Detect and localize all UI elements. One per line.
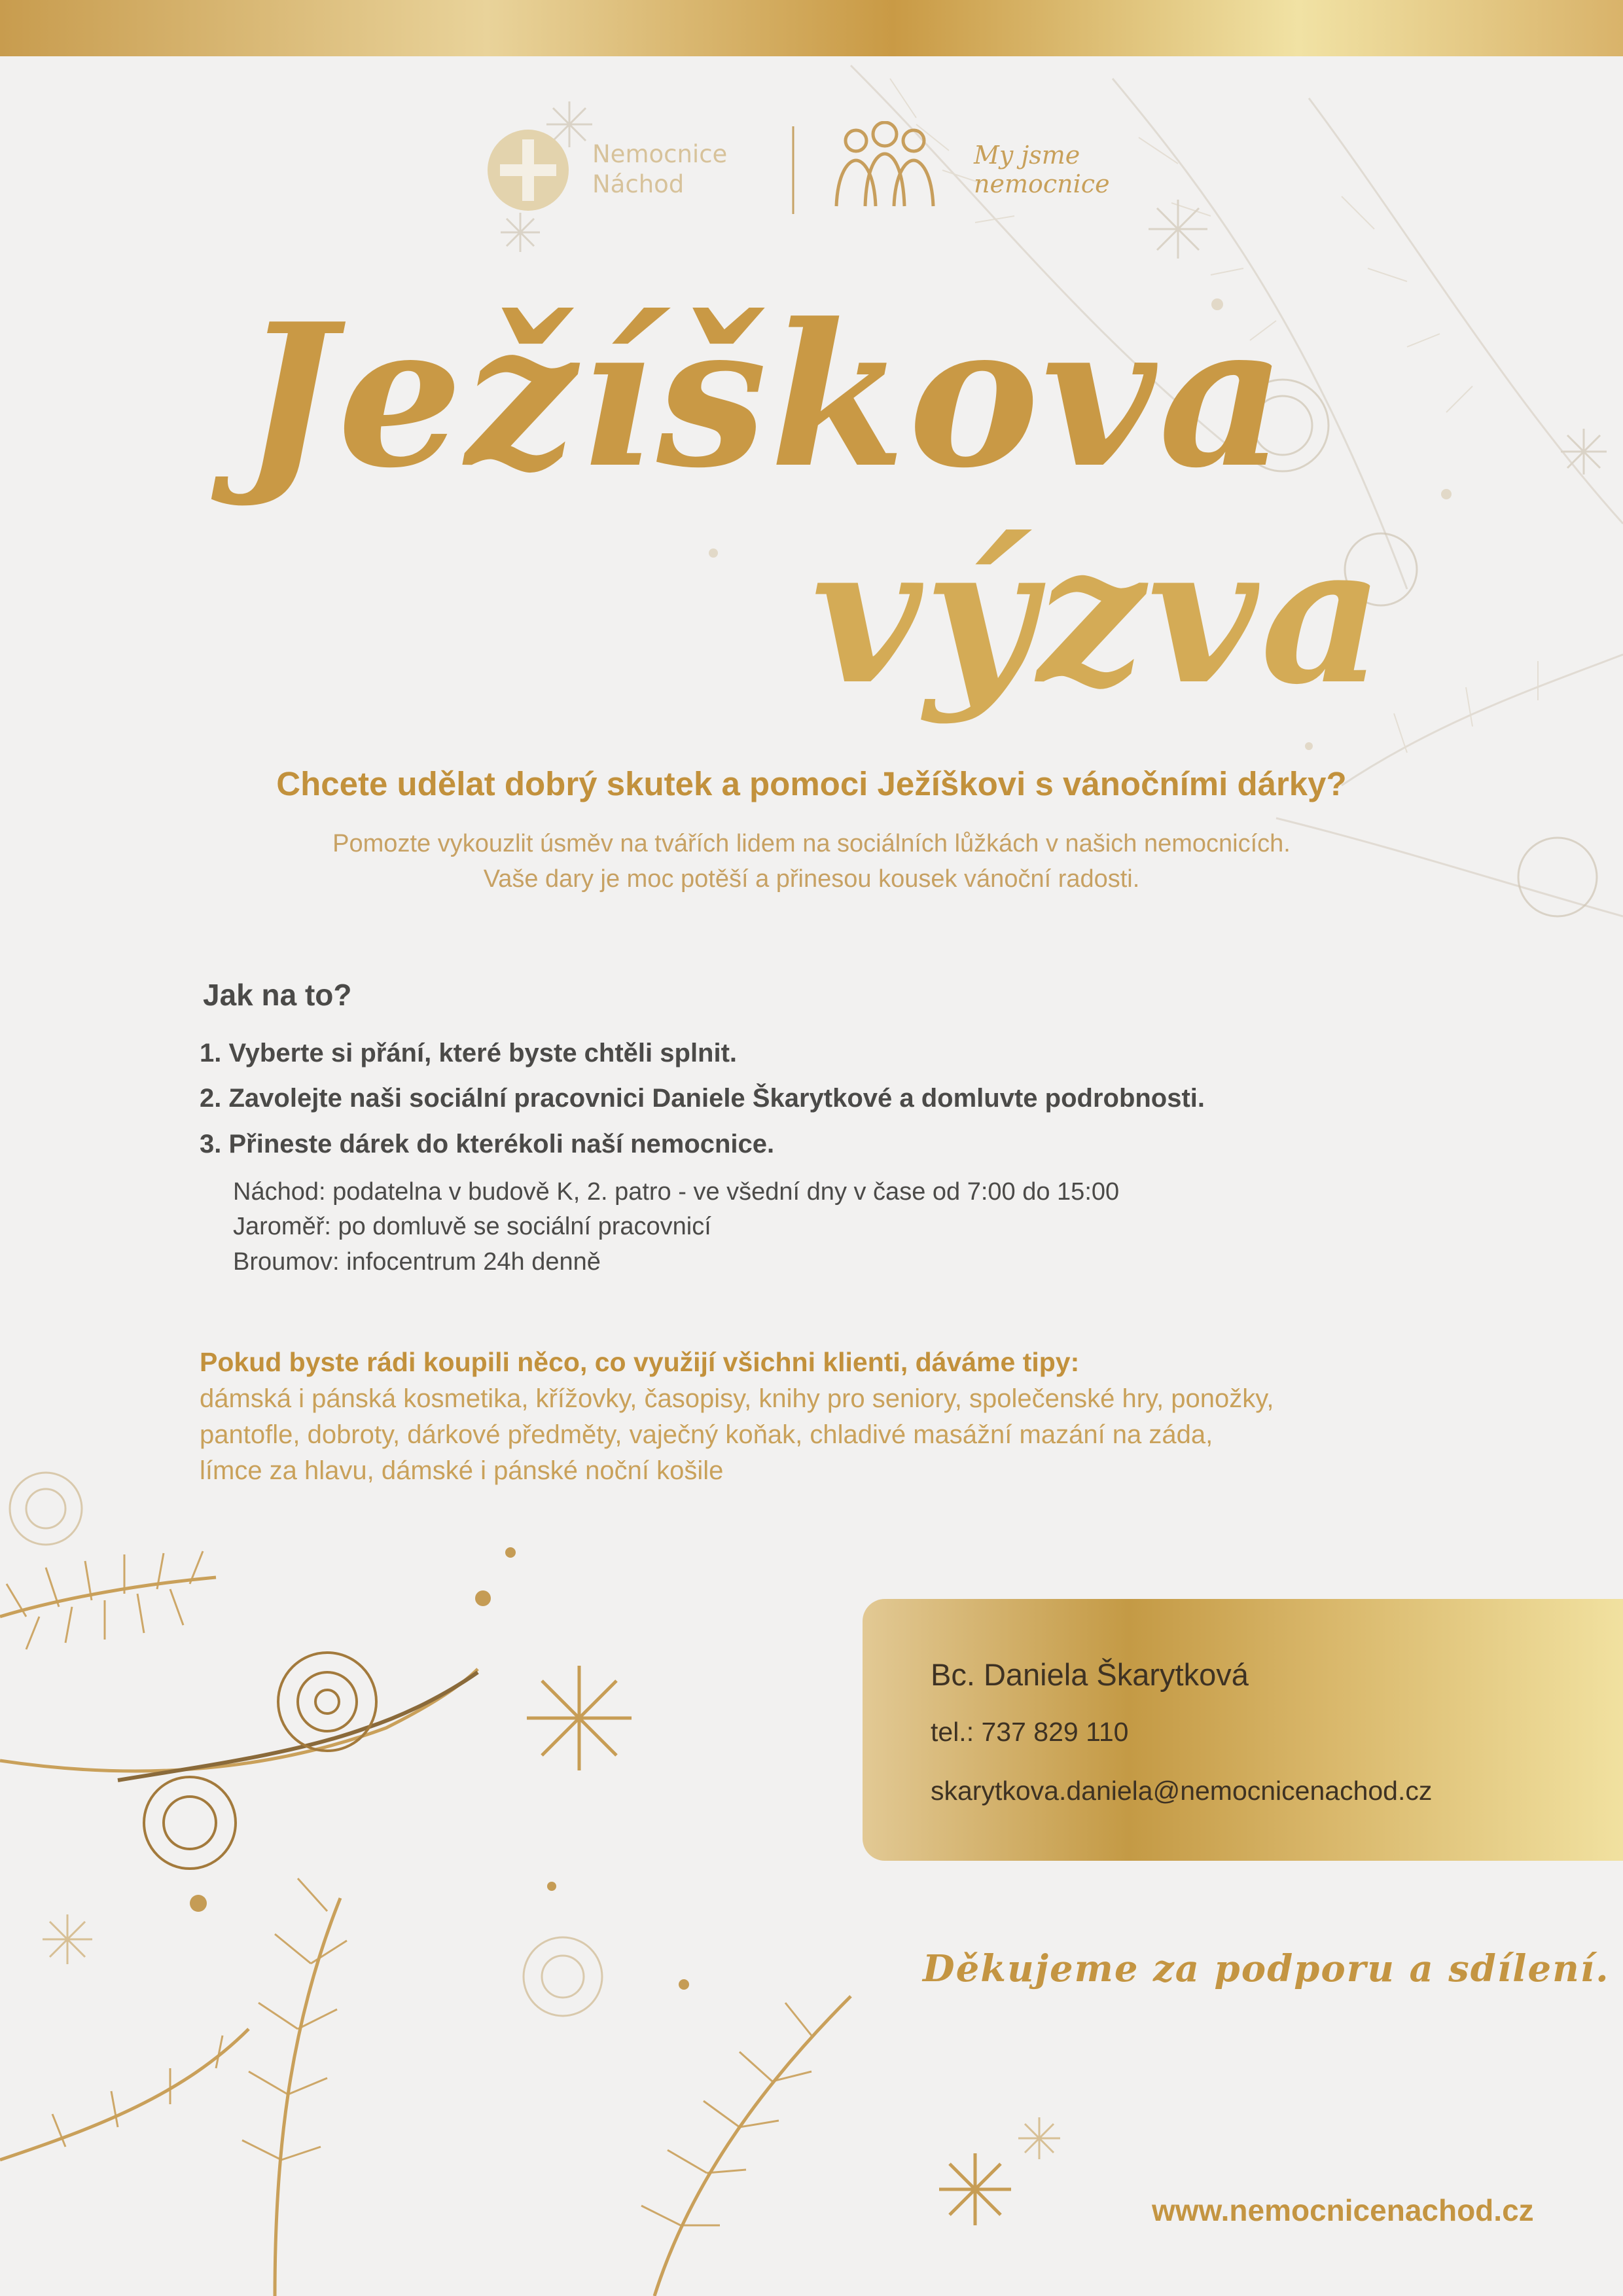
howto-step: 2. Zavolejte naši sociální pracovnici Daniele Škarytkové a domluvte podrobnosti.: [200, 1084, 1205, 1113]
tips-line: dámská i pánská kosmetika, křížovky, časopisy, knihy pro seniory, společenské hry, ponožky,: [200, 1384, 1274, 1413]
tips-line: límce za hlavu, dámské i pánské noční košile: [200, 1456, 724, 1485]
contact-card: [863, 1599, 1623, 1861]
howto-step: 3. Přineste dárek do kterékoli naší nemocnice.: [200, 1130, 775, 1158]
logos: [484, 121, 1152, 219]
howto-heading: Jak na to?: [203, 978, 352, 1012]
tips-line: pantofle, dobroty, dárkové předměty, vaječný koňak, chladivé masážní mazání na záda,: [200, 1420, 1213, 1449]
hospital-name-line1: Nemocnice: [592, 140, 728, 168]
intro-line1: Pomozte vykouzlit úsměv na tvářích lidem na sociálních lůžkách v našich nemocnicích.: [332, 830, 1291, 857]
contact-name: Bc. Daniela Škarytková: [931, 1657, 1249, 1692]
contact-phone[interactable]: tel.: 737 829 110: [931, 1717, 1129, 1747]
intro-headline: Chcete udělat dobrý skutek a pomoci Ježíškovi s vánočními dárky?: [276, 765, 1347, 802]
thanks-text: Děkujeme za podporu a sdílení.: [923, 1947, 1610, 1990]
dropoff-place: Náchod: podatelna v budově K, 2. patro - ve všední dny v čase od 7:00 do 15:00: [233, 1178, 1120, 1206]
title-line1: Ježíškova: [242, 280, 1289, 511]
howto-step: 1. Vyberte si přání, které byste chtěli splnit.: [200, 1039, 738, 1067]
contact-email[interactable]: skarytkova.daniela@nemocnicenachod.cz: [931, 1776, 1433, 1806]
dropoff-place: Broumov: infocentrum 24h denně: [233, 1248, 601, 1276]
title-line2: výzva: [812, 504, 1387, 726]
hospital-name-line2: Náchod: [592, 170, 685, 198]
website-link[interactable]: www.nemocnicenachod.cz: [1152, 2193, 1534, 2227]
campaign-name-line2: nemocnice: [974, 170, 1110, 198]
campaign-name-line1: My jsme: [974, 141, 1080, 170]
tips-heading: Pokud byste rádi koupili něco, co využijí všichni klienti, dáváme tipy:: [200, 1347, 1080, 1377]
intro-line2: Vaše dary je moc potěší a přinesou kousek vánoční radosti.: [483, 865, 1140, 893]
dropoff-place: Jaroměř: po domluvě se sociální pracovnicí: [233, 1213, 711, 1240]
